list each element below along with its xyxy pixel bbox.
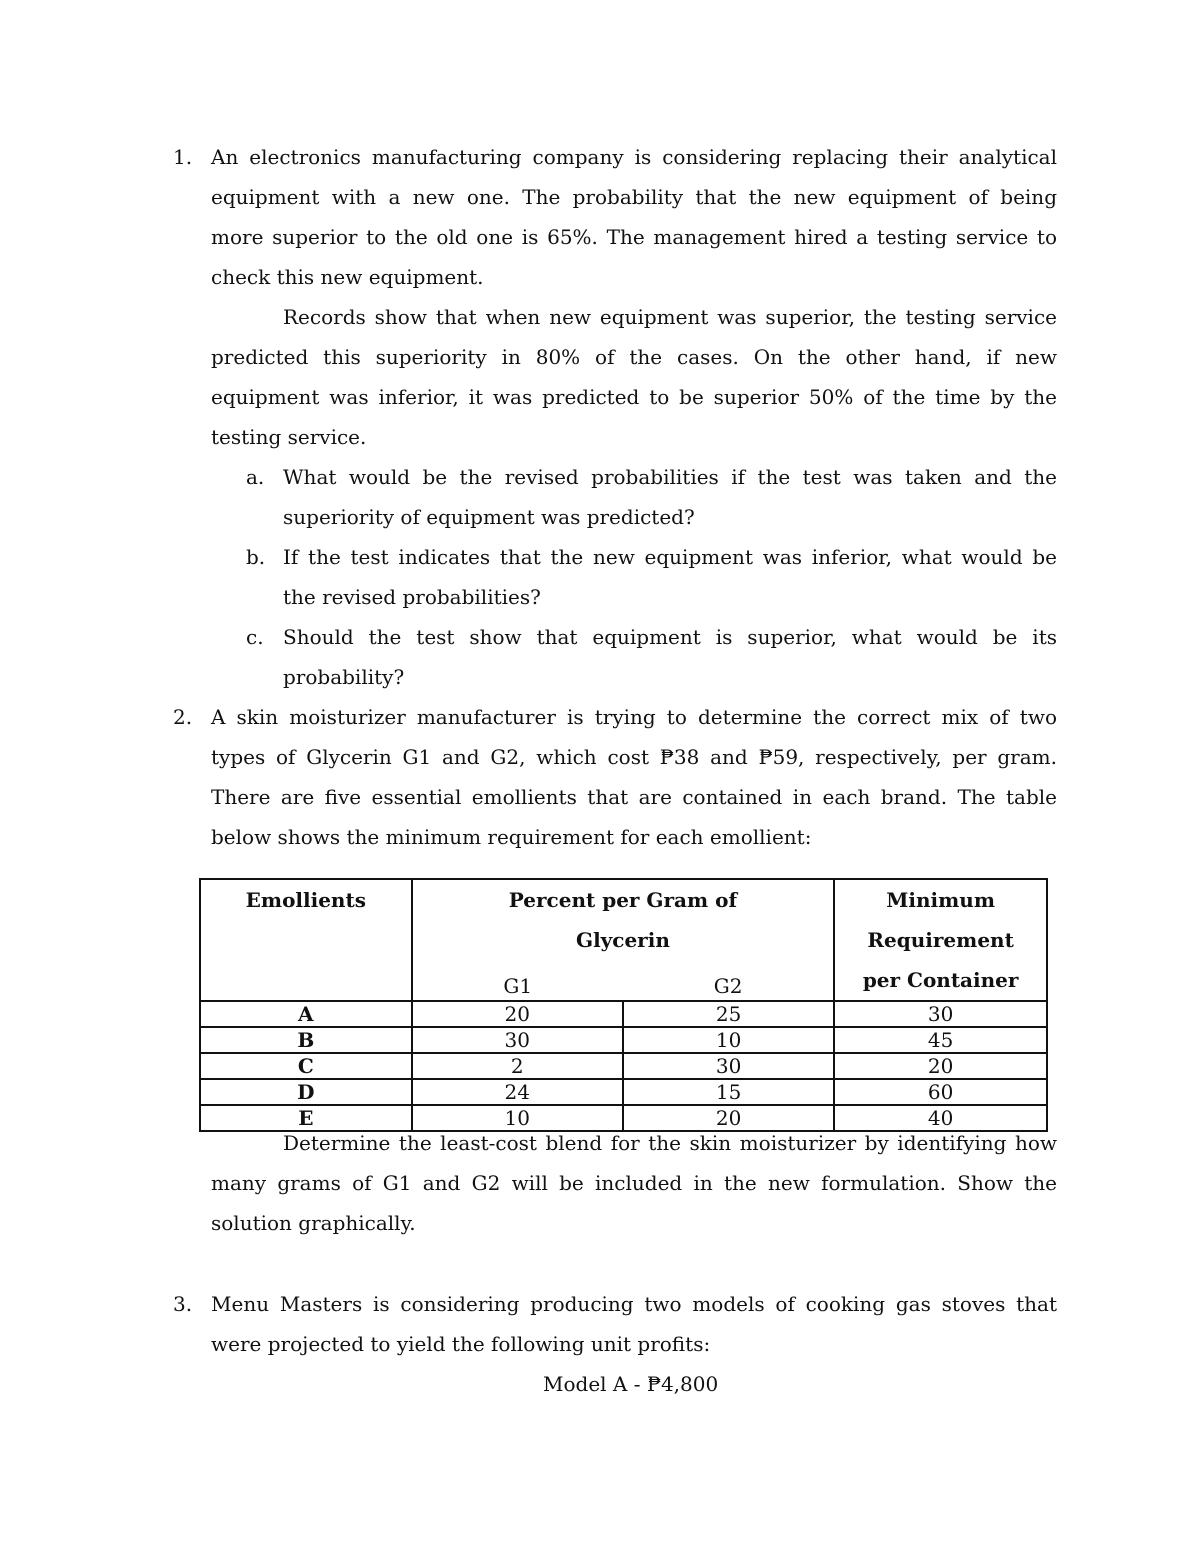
- header-g1-text: G1: [503, 974, 533, 998]
- q1b-letter: b.: [246, 545, 266, 569]
- q2-line-2: types of Glycerin G1 and G2, which cost ₱38 and ₱59, respectively, per gram.: [211, 745, 1057, 769]
- emollient-cell: B: [200, 1027, 412, 1053]
- header-min-requirement: [834, 879, 1047, 1001]
- q1c-line-1: Should the test show that equipment is superior, what would be its: [283, 625, 1057, 649]
- q1c-letter: c.: [246, 625, 264, 649]
- g1-cell: 2: [412, 1053, 623, 1079]
- q3-model-a: Model A - ₱4,800: [543, 1372, 719, 1396]
- table-row: [200, 1079, 1047, 1105]
- header-min-line-1: Minimum: [886, 888, 995, 912]
- q1-para2-line-3: equipment was inferior, it was predicted to be superior 50% of the time by the: [211, 385, 1057, 409]
- q1-line-2: equipment with a new one. The probability that the new equipment of being: [211, 185, 1057, 209]
- emollient-cell: D: [200, 1079, 412, 1105]
- q1-line-1: An electronics manufacturing company is considering replacing their analytical: [211, 145, 1057, 169]
- table-row: [200, 1027, 1047, 1053]
- header-emollients-text: Emollients: [245, 888, 366, 912]
- q1-line-4: check this new equipment.: [211, 265, 484, 289]
- header-g2: [623, 972, 834, 1001]
- q1-para2-line-1: Records show that when new equipment was superior, the testing service: [283, 305, 1057, 329]
- header-percent: [412, 879, 835, 972]
- q1a-letter: a.: [246, 465, 265, 489]
- q1-line-3: more superior to the old one is 65%. The management hired a testing service to: [211, 225, 1057, 249]
- q2-after-line-1: Determine the least-cost blend for the skin moisturizer by identifying how: [283, 1131, 1057, 1155]
- q3-line-2: were projected to yield the following unit profits:: [211, 1332, 711, 1356]
- q2-line-4: below shows the minimum requirement for each emollient:: [211, 825, 812, 849]
- table-row: [200, 1053, 1047, 1079]
- min-cell: 40: [834, 1105, 1047, 1131]
- min-cell: 20: [834, 1053, 1047, 1079]
- g2-cell: 15: [623, 1079, 834, 1105]
- g2-cell: 25: [623, 1001, 834, 1027]
- q1-number: 1.: [173, 145, 193, 169]
- min-cell: 45: [834, 1027, 1047, 1053]
- emollient-cell: E: [200, 1105, 412, 1131]
- q2-after-line-3: solution graphically.: [211, 1211, 416, 1235]
- header-min-line-3: per Container: [862, 968, 1019, 992]
- emollient-cell: C: [200, 1053, 412, 1079]
- header-percent-line-2: Glycerin: [575, 928, 670, 952]
- q1-para2-line-2: predicted this superiority in 80% of the cases. On the other hand, if new: [211, 345, 1057, 369]
- header-g2-text: G2: [713, 974, 743, 998]
- q1-para2-line-4: testing service.: [211, 425, 367, 449]
- table-row: [200, 1105, 1047, 1131]
- q1a-line-2: superiority of equipment was predicted?: [283, 505, 695, 529]
- g1-cell: 24: [412, 1079, 623, 1105]
- q2-number: 2.: [173, 705, 193, 729]
- q1b-line-2: the revised probabilities?: [283, 585, 541, 609]
- g2-cell: 20: [623, 1105, 834, 1131]
- g1-cell: 20: [412, 1001, 623, 1027]
- q2-line-1: A skin moisturizer manufacturer is trying to determine the correct mix of two: [211, 705, 1057, 729]
- g1-cell: 10: [412, 1105, 623, 1131]
- min-cell: 30: [834, 1001, 1047, 1027]
- g2-cell: 30: [623, 1053, 834, 1079]
- emollients-table: [199, 878, 1048, 1132]
- header-emollients: [200, 879, 412, 1001]
- q2-line-3: There are five essential emollients that are contained in each brand. The table: [211, 785, 1057, 809]
- q3-number: 3.: [173, 1292, 193, 1316]
- header-min-line-2: Requirement: [867, 928, 1014, 952]
- header-g1: [412, 972, 623, 1001]
- q1c-line-2: probability?: [283, 665, 405, 689]
- q2-after-line-2: many grams of G1 and G2 will be included in the new formulation. Show the: [211, 1171, 1057, 1195]
- q3-line-1: Menu Masters is considering producing two models of cooking gas stoves that: [211, 1292, 1057, 1316]
- g2-cell: 10: [623, 1027, 834, 1053]
- min-cell: 60: [834, 1079, 1047, 1105]
- g1-cell: 30: [412, 1027, 623, 1053]
- q1b-line-1: If the test indicates that the new equipment was inferior, what would be: [283, 545, 1057, 569]
- header-percent-line-1: Percent per Gram of: [508, 888, 738, 912]
- table-row: [200, 1001, 1047, 1027]
- q1a-line-1: What would be the revised probabilities if the test was taken and the: [283, 465, 1057, 489]
- emollient-cell: A: [200, 1001, 412, 1027]
